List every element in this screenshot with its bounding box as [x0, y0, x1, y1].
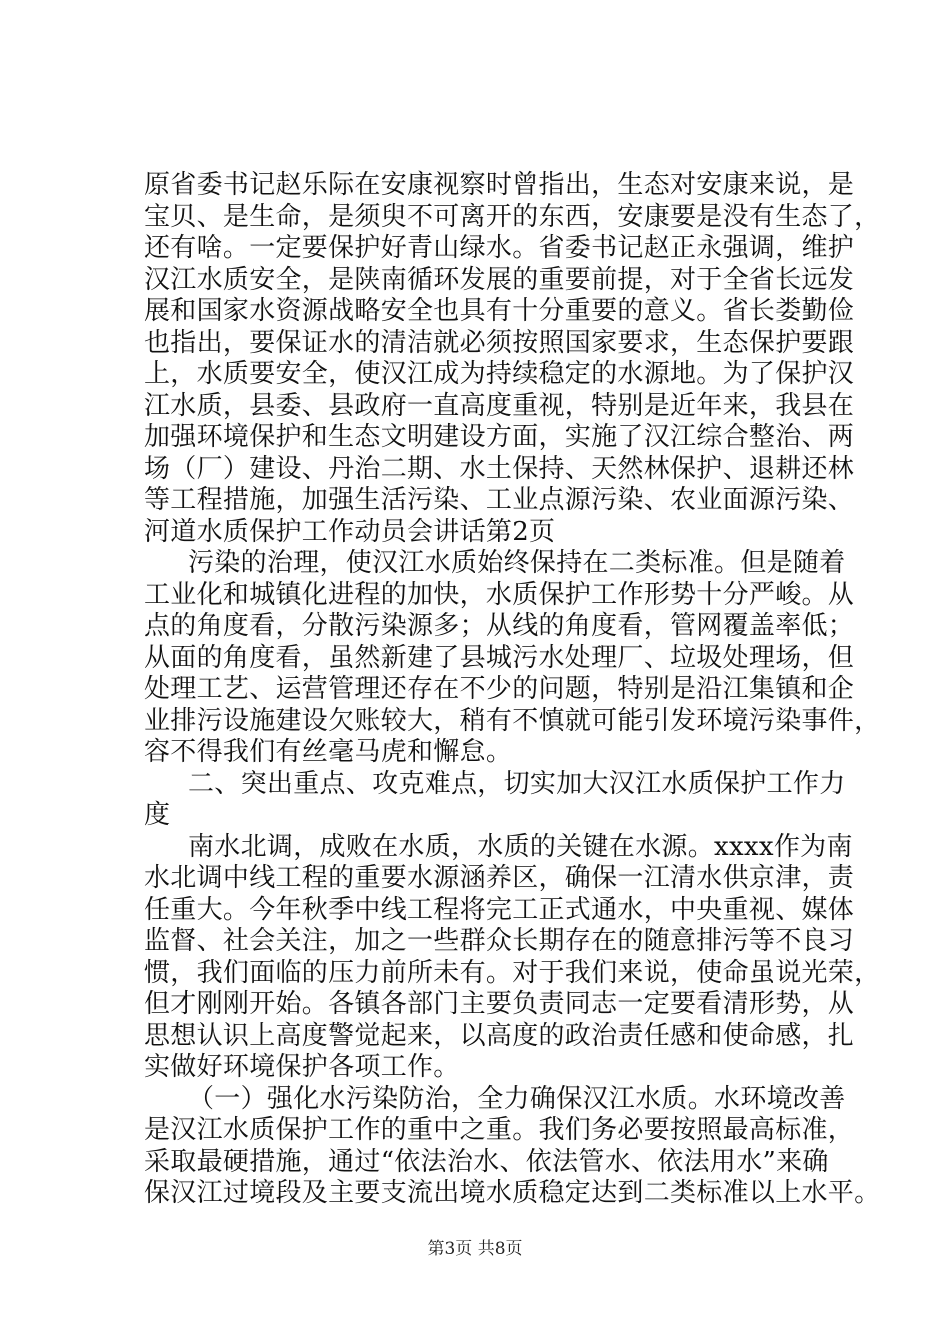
text-line: 实做好环境保护各项工作。 — [144, 1052, 460, 1082]
text-line: 展和国家水资源战略安全也具有十分重要的意义。省长娄勤俭 — [144, 296, 855, 326]
text-line: 任重大。今年秋季中线工程将完工正式通水，中央重视、媒体 — [144, 894, 855, 925]
page-footer: 第3页 共8页 — [427, 1239, 523, 1259]
paragraph-first-line: 污染的治理，使汉江水质始终保持在二类标准。但是随着 — [188, 548, 846, 578]
text-line: 等工程措施，加强生活污染、工业点源污染、农业面源污染、 — [144, 485, 855, 515]
text-line: 汉江水质安全，是陕南循环发展的重要前提，对于全省长远发 — [144, 264, 855, 295]
text-line: 惯，我们面临的压力前所未有。对于我们来说，使命虽说光荣， — [144, 957, 881, 988]
text-line: 也指出，要保证水的清洁就必须按照国家要求，生态保护要跟 — [144, 327, 855, 358]
text-line: 上，水质要安全，使汉江成为持续稳定的水源地。为了保护汉 — [144, 359, 855, 389]
text-line: 从面的角度看，虽然新建了县城污水处理厂、垃圾处理场，但 — [144, 642, 855, 673]
text-line: 原省委书记赵乐际在安康视察时曾指出，生态对安康来说，是 — [144, 170, 855, 200]
text-line: 保汉江过境段及主要支流出境水质稳定达到二类标准以上水平。 — [144, 1178, 881, 1208]
text-line: 采取最硬措施，通过“依法治水、依法管水、依法用水”来确 — [144, 1146, 829, 1177]
paragraph-first-line: 南水北调，成败在水质，水质的关键在水源。xxxx作为南 — [188, 831, 853, 862]
text-line: 容不得我们有丝毫马虎和懈怠。 — [144, 737, 513, 767]
text-line: 水北调中线工程的重要水源涵养区，确保一江清水供京津，责 — [144, 863, 855, 893]
text-line: 但才刚刚开始。各镇各部门主要负责同志一定要看清形势，从 — [144, 989, 855, 1019]
text-line: 是汉江水质保护工作的重中之重。我们务必要按照最高标准， — [144, 1115, 855, 1145]
text-line: 场（厂）建设、丹治二期、水土保持、天然林保护、退耕还林 — [144, 453, 855, 484]
text-line: 宝贝、是生命，是须臾不可离开的东西，安康要是没有生态了， — [144, 201, 881, 232]
text-line: 处理工艺、运营管理还存在不少的问题，特别是沿江集镇和企 — [144, 674, 855, 704]
text-line: 工业化和城镇化进程的加快，水质保护工作形势十分严峻。从 — [144, 579, 855, 610]
text-line: 江水质，县委、县政府一直高度重视，特别是近年来，我县在 — [144, 390, 855, 421]
section-heading: 二、突出重点、攻克难点，切实加大汉江水质保护工作力 — [188, 768, 846, 799]
text-line: 思想认识上高度警觉起来，以高度的政治责任感和使命感，扎 — [144, 1020, 855, 1051]
document-body — [144, 170, 881, 1210]
paragraph-first-line: （一）强化水污染防治，全力确保汉江水质。水环境改善 — [188, 1083, 846, 1114]
text-line: 还有啥。一定要保护好青山绿水。省委书记赵正永强调，维护 — [144, 233, 855, 263]
section-heading-continued: 度 — [144, 800, 171, 830]
text-line: 业排污设施建设欠账较大，稍有不慎就可能引发环境污染事件， — [144, 705, 881, 736]
text-line: 点的角度看，分散污染源多；从线的角度看，管网覆盖率低； — [144, 611, 855, 641]
text-line: 监督、社会关注，加之一些群众长期存在的随意排污等不良习 — [144, 926, 855, 956]
text-line: 河道水质保护工作动员会讲话第2页 — [144, 516, 556, 547]
text-line: 加强环境保护和生态文明建设方面，实施了汉江综合整治、两 — [144, 422, 855, 452]
